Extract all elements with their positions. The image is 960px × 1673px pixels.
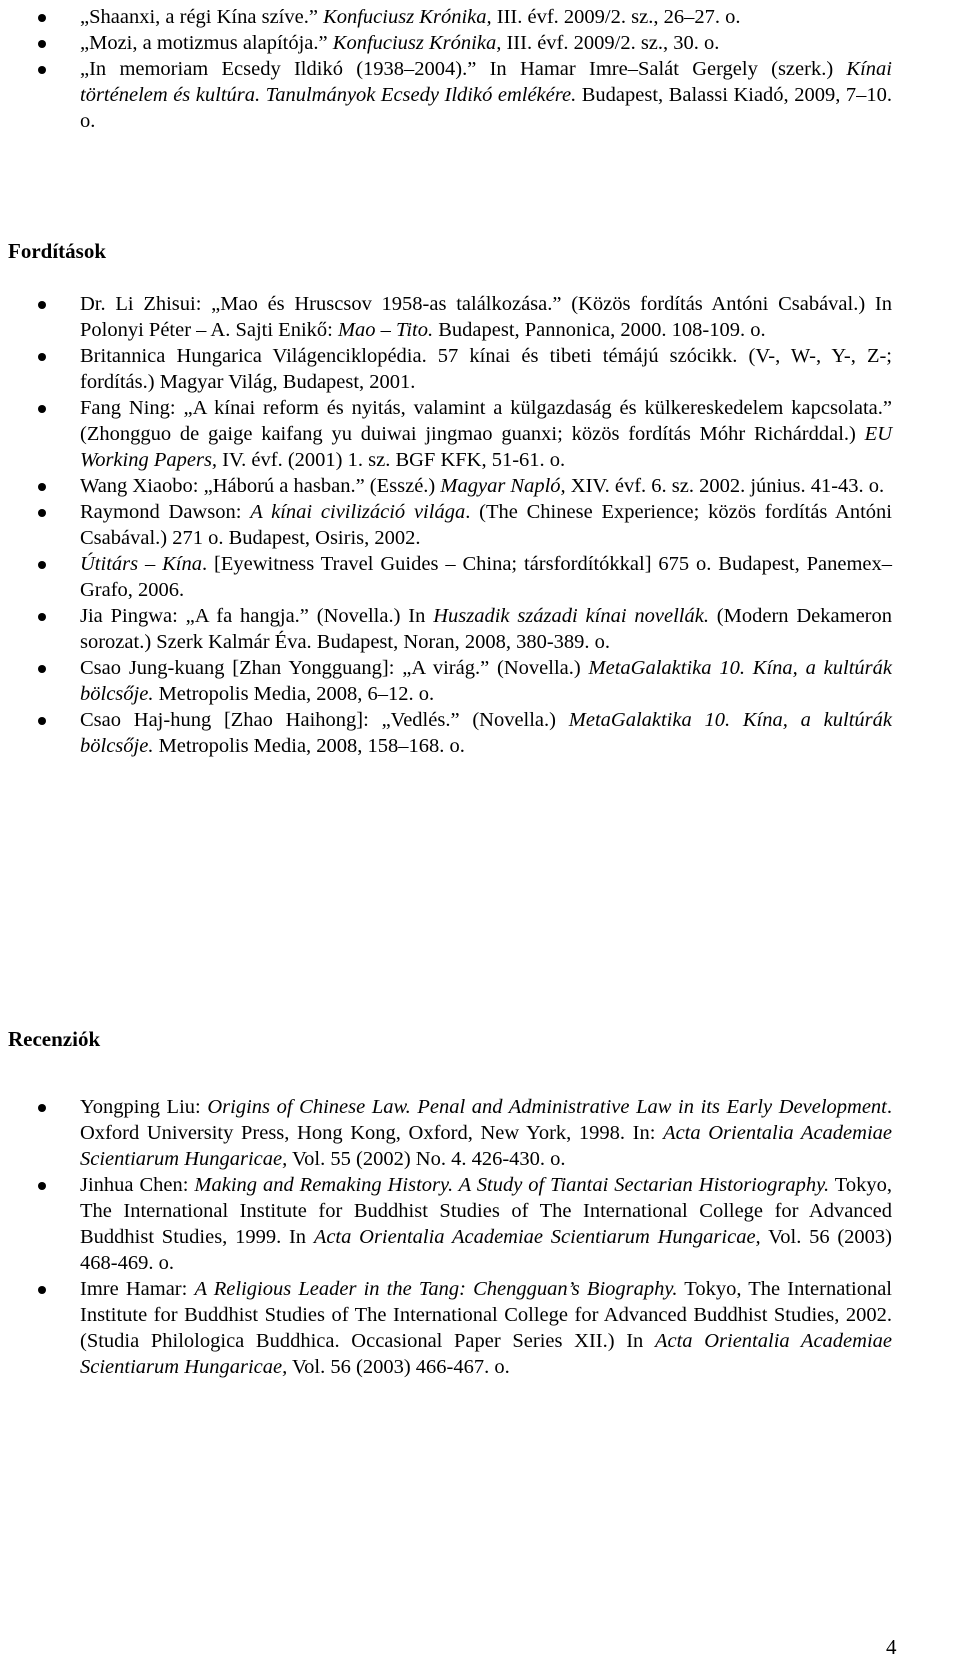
entry-text: Jinhua Chen: [80, 1174, 195, 1196]
bullet-icon [38, 405, 46, 413]
entry-text: IV. évf. (2001) 1. sz. BGF KFK, 51-61. o. [217, 449, 566, 471]
entry-text: Vol. 56 (2003) 466-467. o. [287, 1356, 510, 1378]
bullet-icon [38, 717, 46, 725]
entry-text: XIV. évf. 6. sz. 2002. június. 41-43. o. [565, 475, 885, 497]
bullet-icon [38, 353, 46, 361]
bibliography-list-recenziok [0, 1094, 892, 1380]
bullet-icon [38, 613, 46, 621]
entry-text: Tokyo, The International Institute for Buddhist Studies of The International College for Advanced Buddhist Studies, 1999. In [80, 1174, 892, 1248]
entry-text: Metropolis Media, 2008, 158–168. o. [153, 735, 465, 757]
entry-italic-text: EU Working Papers, [80, 423, 892, 471]
bullet-icon [38, 665, 46, 673]
entry-text: Jia Pingwa: „A fa hangja.” (Novella.) In [80, 605, 434, 627]
bibliography-entry [0, 291, 892, 343]
section-heading-forditasok: Fordítások [8, 239, 107, 263]
bullet-icon [38, 1286, 46, 1294]
bibliography-entry [0, 551, 892, 603]
entry-italic-text: Útitárs – Kína [80, 553, 202, 575]
entry-italic-text: Acta Orientalia Academiae Scientiarum Hungaricae, [80, 1330, 893, 1378]
bibliography-list-forditasok [0, 291, 892, 759]
bullet-icon [38, 1182, 46, 1190]
entry-text: Csao Jung-kuang [Zhan Yongguang]: „A virág.” (Novella.) [80, 657, 589, 679]
entry-italic-text: Konfuciusz Krónika, [323, 6, 492, 28]
bibliography-entry [0, 4, 892, 30]
entry-text: . [Eyewitness Travel Guides – China; társfordítókkal] 675 o. Budapest, Panemex–Grafo, 2006. [80, 553, 892, 601]
entry-text: „Mozi, a motizmus alapítója.” [80, 32, 333, 54]
entry-text: . (The Chinese Experience; közös fordítás Antóni Csabával.) 271 o. Budapest, Osiris, 2002. [80, 501, 892, 549]
entry-text: Tokyo, The International Institute for Buddhist Studies of The International College for Advanced Buddhist Studies, 2002. (Studia Philologica Buddhica. Occasional Paper Series XII.) In [80, 1278, 892, 1352]
bibliography-list-top [0, 4, 892, 134]
entry-italic-text: MetaGalaktika 10. Kína, a kultúrák bölcsője. [80, 709, 892, 757]
bibliography-entry [0, 56, 892, 134]
entry-italic-text: Huszadik századi kínai novellák. [433, 605, 709, 627]
entry-text: Imre Hamar: [80, 1278, 195, 1300]
entry-text: Raymond Dawson: [80, 501, 251, 523]
entry-text: „In memoriam Ecsedy Ildikó (1938–2004).” In Hamar Imre–Salát Gergely (szerk.) [80, 58, 847, 80]
bibliography-entry [0, 395, 892, 473]
bibliography-entry [0, 655, 892, 707]
bullet-icon [38, 509, 46, 517]
bullet-icon [38, 301, 46, 309]
bibliography-entry [0, 1094, 892, 1172]
entry-italic-text: Origins of Chinese Law. Penal and Administrative Law in its Early Development [207, 1096, 887, 1118]
bullet-icon [38, 40, 46, 48]
bibliography-entry [0, 343, 892, 395]
entry-italic-text: MetaGalaktika 10. Kína, a kultúrák bölcsője. [80, 657, 892, 705]
entry-text: Dr. Li Zhisui: „Mao és Hruscsov 1958-as találkozása.” (Közös fordítás Antóni Csabával.) In Polonyi Péter – A. Sajti Enikő: [80, 293, 892, 341]
section-heading-recenziok: Recenziók [8, 1027, 101, 1051]
bibliography-entry [0, 1276, 892, 1380]
bullet-icon [38, 1104, 46, 1112]
page-number: 4 [886, 1635, 897, 1659]
entry-italic-text: Magyar Napló, [440, 475, 566, 497]
entry-italic-text: A kínai civilizáció világa [250, 501, 466, 523]
bibliography-entry [0, 707, 892, 759]
entry-text: (Modern Dekameron sorozat.) Szerk Kalmár Éva. Budapest, Noran, 2008, 380-389. o. [80, 605, 892, 653]
entry-text: Fang Ning: „A kínai reform és nyitás, valamint a külgazdaság és külkereskedelem kapcsolata.” (Zhongguo de gaige kaifang yu duiwai jingmao guanxi; közös fordítás Móhr Richárddal.) [80, 397, 892, 445]
entry-italic-text: Mao – Tito. [337, 319, 434, 341]
entry-text: „Shaanxi, a régi Kína szíve.” [80, 6, 324, 28]
bullet-icon [38, 66, 46, 74]
entry-text: . Oxford University Press, Hong Kong, Oxford, New York, 1998. In: [80, 1096, 892, 1144]
bullet-icon [38, 14, 46, 22]
entry-text: Vol. 55 (2002) No. 4. 426-430. o. [287, 1148, 566, 1170]
entry-text: Csao Haj-hung [Zhao Haihong]: „Vedlés.” (Novella.) [80, 709, 569, 731]
entry-italic-text: Kínai történelem és kultúra. Tanulmányok Ecsedy Ildikó emlékére. [80, 58, 892, 106]
bullet-icon [38, 561, 46, 569]
entry-text: III. évf. 2009/2. sz., 26–27. o. [491, 6, 741, 28]
bullet-icon [38, 483, 46, 491]
entry-italic-text: A Religious Leader in the Tang: Chengguan’s Biography. [194, 1278, 678, 1300]
bibliography-entry [0, 473, 892, 499]
bibliography-entry [0, 603, 892, 655]
entry-text: Budapest, Balassi Kiadó, 2009, 7–10. o. [80, 84, 892, 132]
bibliography-entry [0, 30, 892, 56]
entry-text: Budapest, Pannonica, 2000. 108-109. o. [433, 319, 766, 341]
bibliography-entry [0, 1172, 892, 1276]
entry-italic-text: Making and Remaking History. A Study of Tiantai Sectarian Historiography. [194, 1174, 830, 1196]
entry-text: Metropolis Media, 2008, 6–12. o. [153, 683, 435, 705]
entry-text: Britannica Hungarica Világenciklopédia. 57 kínai és tibeti témájú szócikk. (V-, W-, Y-, Z-; fordítás.) Magyar Világ, Budapest, 2001. [80, 345, 892, 393]
entry-text: Yongping Liu: [80, 1096, 208, 1118]
entry-text: III. évf. 2009/2. sz., 30. o. [501, 32, 720, 54]
entry-text: Wang Xiaobo: „Háború a hasban.” (Esszé.) [80, 475, 441, 497]
entry-italic-text: Acta Orientalia Academiae Scientiarum Hungaricae, [80, 1122, 892, 1170]
entry-italic-text: Konfuciusz Krónika, [332, 32, 502, 54]
entry-italic-text: Acta Orientalia Academiae Scientiarum Hungaricae, [313, 1226, 761, 1248]
entry-text: Vol. 56 (2003) 468-469. o. [80, 1226, 893, 1274]
bibliography-entry [0, 499, 892, 551]
